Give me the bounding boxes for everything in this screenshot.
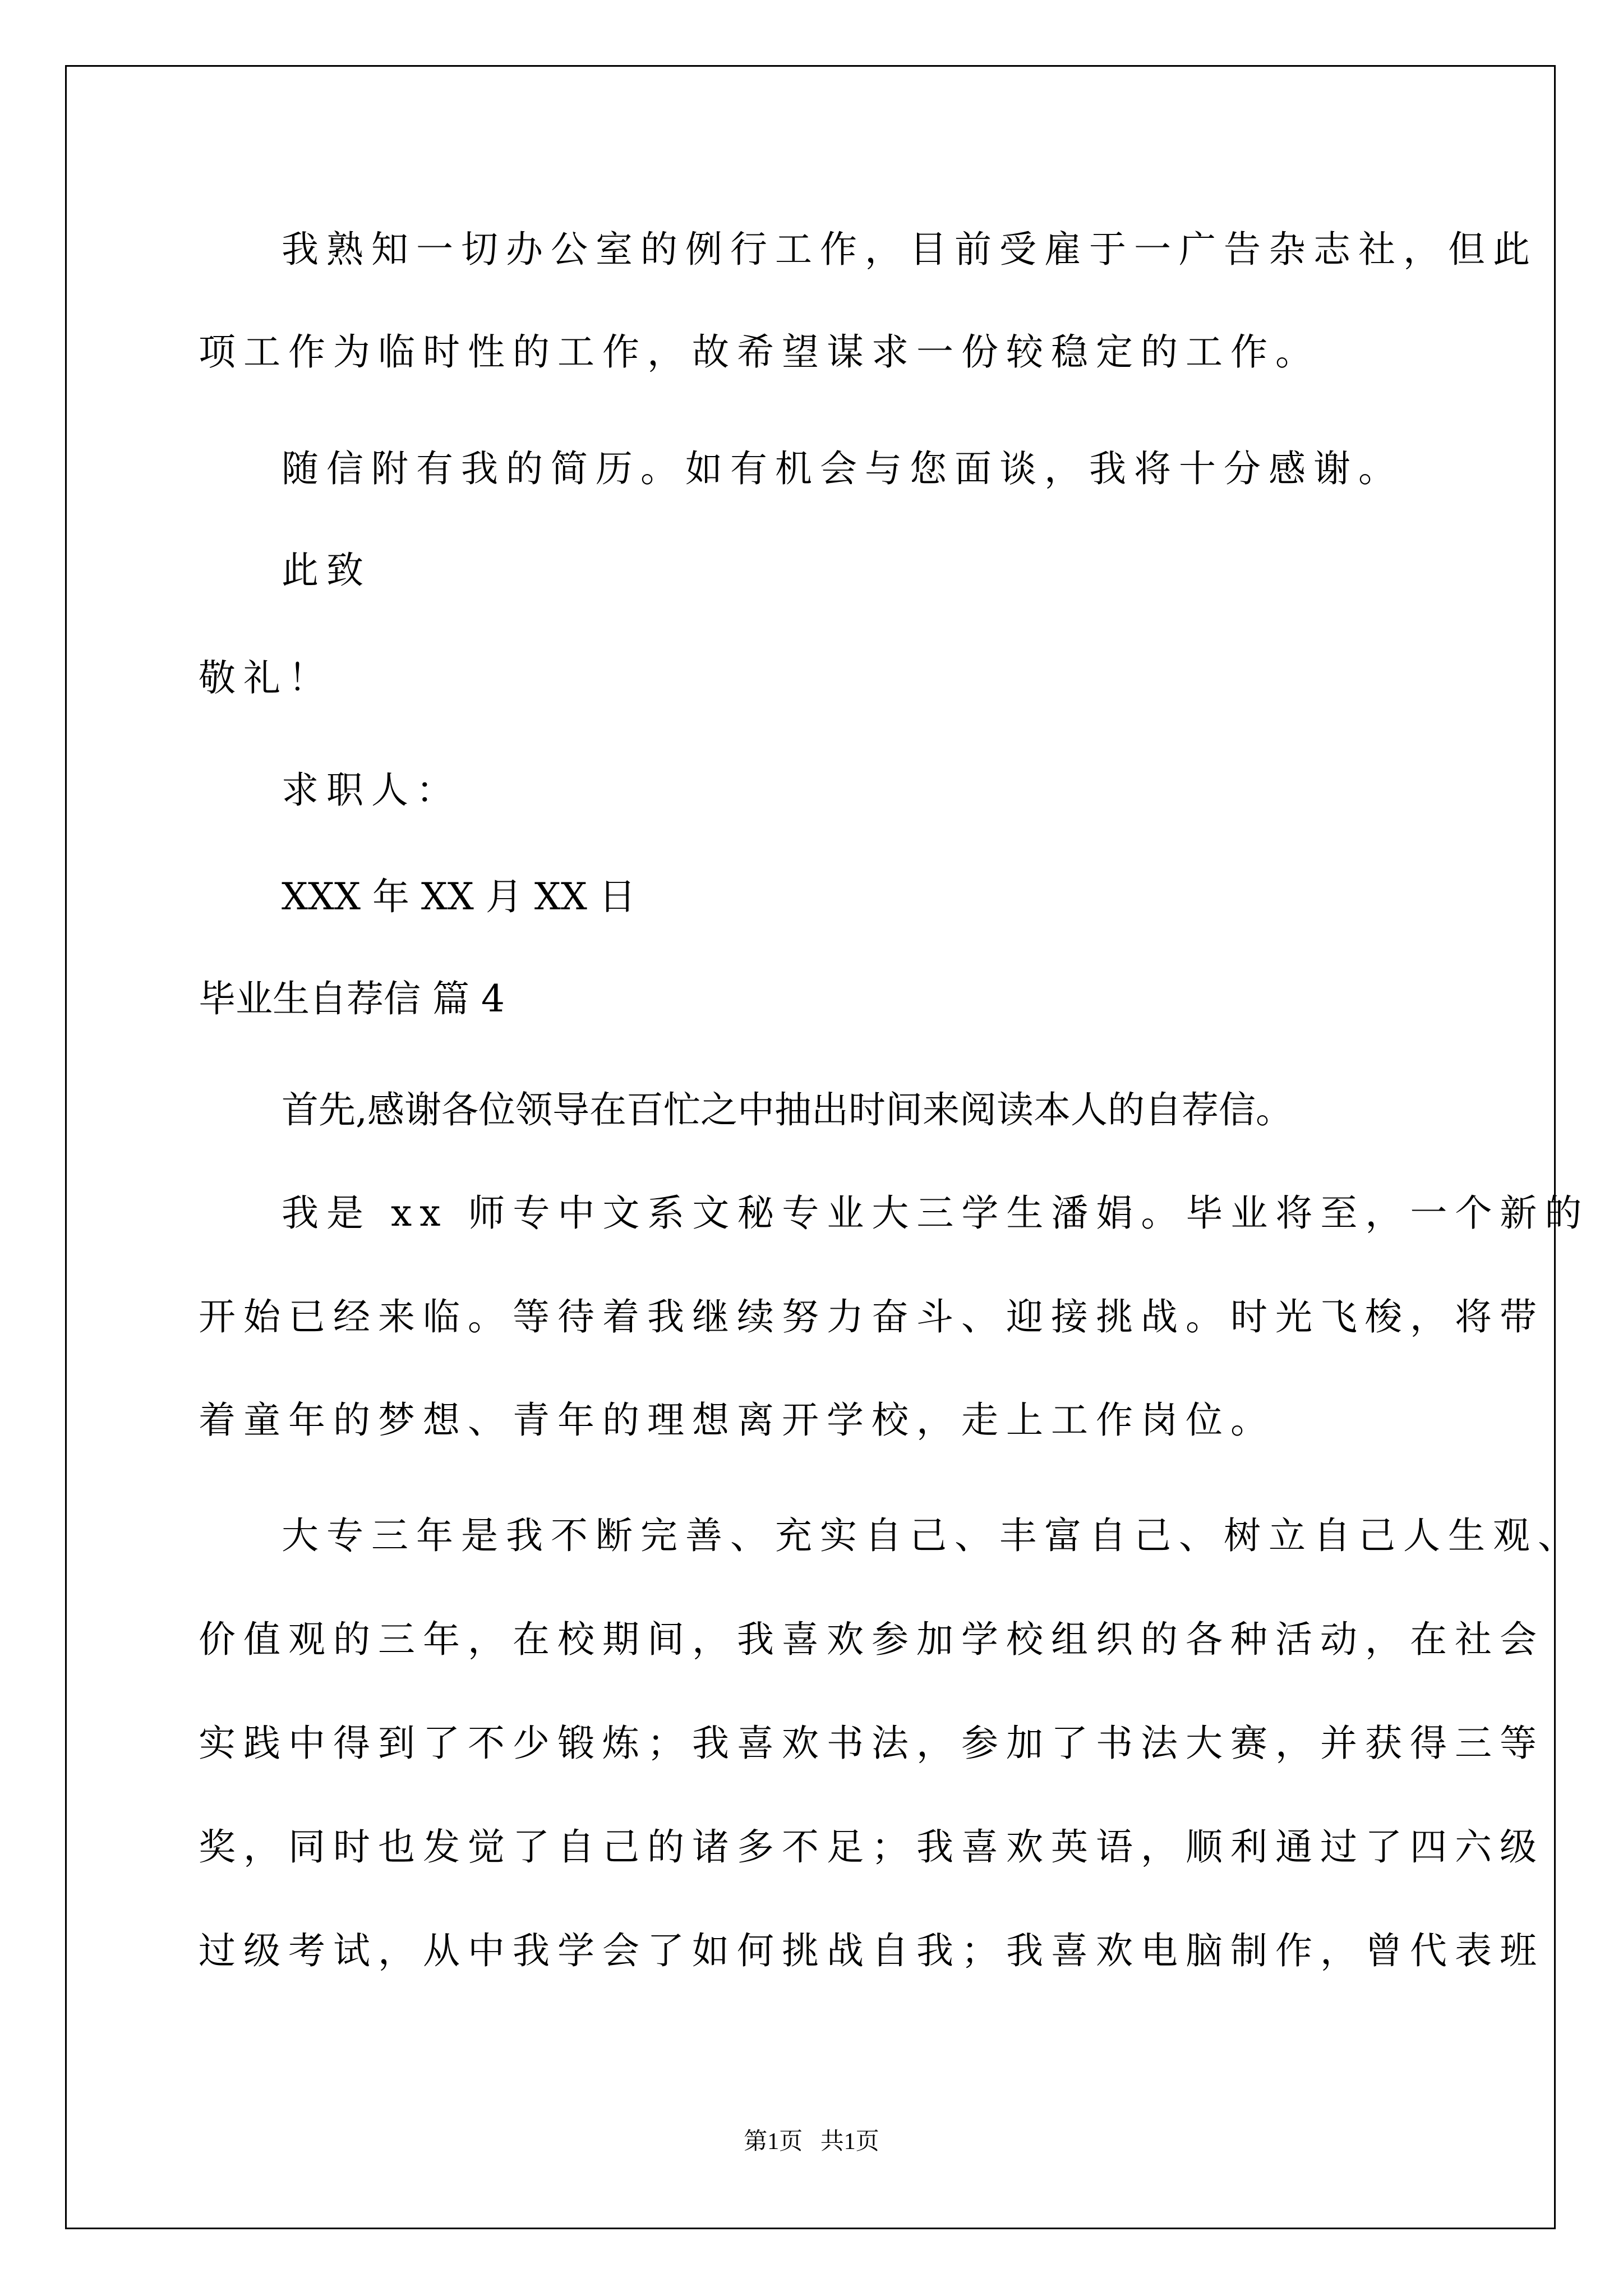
paragraph-line-2: 项工作为临时性的工作，故希望谋求一份较稳定的工作。 xyxy=(199,330,1320,374)
closing-regards: 敬礼！ xyxy=(199,656,333,700)
closing-salutation: 此致 xyxy=(282,549,371,592)
paragraph-line-1: 我熟知一切办公室的例行工作，目前受雇于一广告杂志社，但此 xyxy=(282,228,1538,271)
page-border xyxy=(65,65,1556,2229)
date-line: XXX 年 XX 月 XX 日 xyxy=(282,875,636,918)
paragraph-line-17: 过级考试，从中我学会了如何挑战自我；我喜欢电脑制作，曾代表班 xyxy=(199,1929,1544,1972)
paragraph-line-13: 大专三年是我不断完善、充实自己、丰富自己、树立自己人生观、 xyxy=(282,1514,1583,1557)
paragraph-line-10: 我是 xx 师专中文系文秘专业大三学生潘娟。毕业将至，一个新的 xyxy=(282,1191,1590,1235)
paragraph-line-14: 价值观的三年，在校期间，我喜欢参加学校组织的各种活动，在社会 xyxy=(199,1618,1544,1661)
paragraph-line-9: 首先,感谢各位领导在百忙之中抽出时间来阅读本人的自荐信。 xyxy=(282,1088,1293,1131)
paragraph-line-12: 着童年的梦想、青年的理想离开学校，走上工作岗位。 xyxy=(199,1398,1275,1442)
paragraph-line-3: 随信附有我的简历。如有机会与您面谈，我将十分感谢。 xyxy=(282,447,1403,490)
paragraph-line-11: 开始已经来临。等待着我继续努力奋斗、迎接挑战。时光飞梭，将带 xyxy=(199,1295,1544,1338)
paragraph-line-16: 奖，同时也发觉了自己的诸多不足；我喜欢英语，顺利通过了四六级 xyxy=(199,1825,1544,1869)
applicant-label: 求职人： xyxy=(282,769,461,812)
page-number-footer: 第1页 共1页 xyxy=(744,2129,879,2155)
section-heading: 毕业生自荐信 篇 4 xyxy=(199,977,505,1020)
paragraph-line-15: 实践中得到了不少锻炼；我喜欢书法，参加了书法大赛，并获得三等 xyxy=(199,1722,1544,1765)
